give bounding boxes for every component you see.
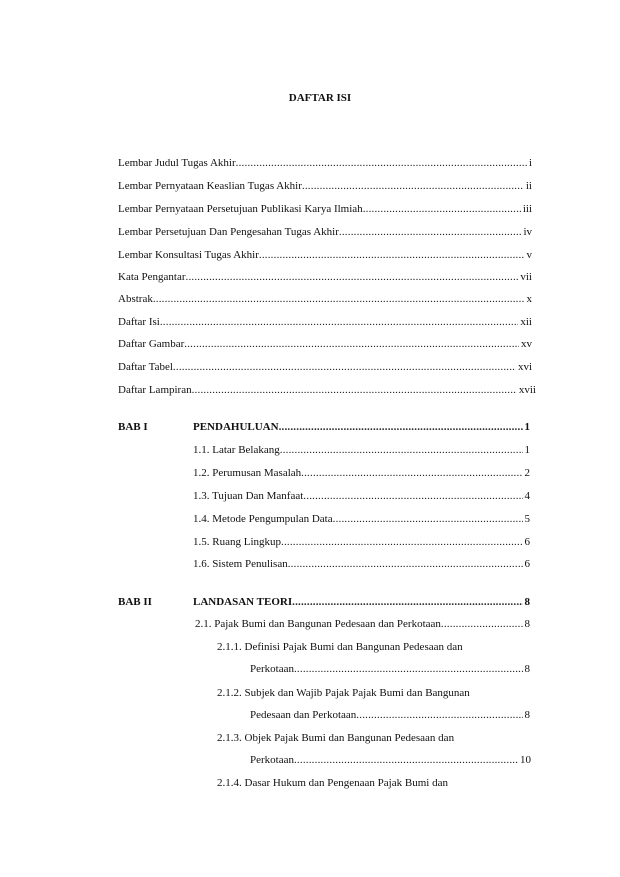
- toc-subentry[interactable]: [195, 617, 530, 631]
- subentry-label: 2.1. Pajak Bumi dan Bangunan Pedesaan dan Perkotaan: [195, 618, 441, 630]
- toc-entry-label: Kata Pengantar: [118, 271, 186, 283]
- dot-leader: [236, 156, 527, 170]
- subsubentry-page: 10: [520, 754, 531, 766]
- toc-entry-page: ii: [525, 180, 532, 192]
- chapter-page: 1: [524, 421, 530, 433]
- toc-entry[interactable]: [118, 179, 532, 193]
- subentry-label: 1.1. Latar Belakang: [193, 444, 280, 456]
- toc-entry[interactable]: [118, 360, 532, 374]
- toc-entry[interactable]: [118, 292, 532, 306]
- toc-entry[interactable]: [118, 156, 532, 170]
- toc-entry-label: Lembar Persetujuan Dan Pengesahan Tugas Akhir: [118, 226, 339, 238]
- dot-leader: [153, 292, 525, 306]
- subsubentry-label-cont: Pedesaan dan Perkotaan: [250, 709, 357, 721]
- toc-subsubentry[interactable]: [250, 662, 530, 676]
- toc-entry-page: iv: [523, 226, 532, 238]
- dot-leader: [192, 383, 517, 397]
- dot-leader: [259, 248, 525, 262]
- subentry-label: 1.2. Perumusan Masalah: [193, 467, 302, 479]
- toc-entry[interactable]: [118, 248, 532, 262]
- subentry-page: 8: [524, 618, 530, 630]
- toc-subentry[interactable]: [193, 466, 530, 480]
- dot-leader: [173, 360, 516, 374]
- dot-leader: [441, 617, 523, 631]
- subentry-label: 1.5. Ruang Lingkup: [193, 536, 281, 548]
- toc-entry[interactable]: [118, 383, 536, 397]
- toc-entry-label: Daftar Tabel: [118, 361, 173, 373]
- chapter-entry[interactable]: [193, 595, 530, 609]
- subsubentry-label[interactable]: 2.1.2. Subjek dan Wajib Pajak Pajak Bumi dan Bangunan: [217, 687, 470, 699]
- chapter-entry[interactable]: [193, 420, 530, 434]
- subsubentry-label[interactable]: 2.1.1. Definisi Pajak Bumi dan Bangunan Pedesaan dan: [217, 641, 463, 653]
- dot-leader: [303, 489, 522, 503]
- dot-leader: [184, 337, 519, 351]
- subentry-label: 1.3. Tujuan Dan Manfaat: [193, 490, 304, 502]
- toc-entry-label: Daftar Gambar: [118, 338, 185, 350]
- subsubentry-label[interactable]: 2.1.4. Dasar Hukum dan Pengenaan Pajak Bumi dan: [217, 777, 448, 789]
- toc-subsubentry[interactable]: [250, 708, 530, 722]
- dot-leader: [280, 443, 523, 457]
- toc-entry[interactable]: [118, 225, 532, 239]
- toc-entry-page: v: [526, 249, 532, 261]
- toc-subentry[interactable]: [193, 489, 530, 503]
- toc-entry-label: Lembar Pernyataan Persetujuan Publikasi Karya Ilmiah: [118, 203, 363, 215]
- toc-entry-label: Lembar Konsultasi Tugas Akhir: [118, 249, 259, 261]
- dot-leader: [333, 512, 523, 526]
- chapter-title: LANDASAN TEORI: [193, 596, 293, 608]
- dot-leader: [186, 270, 519, 284]
- toc-entry[interactable]: [118, 315, 532, 329]
- toc-entry-label: Daftar Isi: [118, 316, 160, 328]
- toc-subentry[interactable]: [193, 443, 530, 457]
- toc-subentry[interactable]: [193, 535, 530, 549]
- dot-leader: [281, 535, 523, 549]
- subentry-page: 2: [524, 467, 530, 479]
- dot-leader: [294, 753, 518, 767]
- subsubentry-label-cont: Perkotaan: [250, 663, 294, 675]
- toc-subentry[interactable]: [193, 512, 530, 526]
- dot-leader: [301, 466, 522, 480]
- toc-subentry[interactable]: [193, 557, 530, 571]
- toc-entry-page: vii: [520, 271, 532, 283]
- toc-entry[interactable]: [118, 270, 532, 284]
- toc-entry-page: xvii: [518, 384, 536, 396]
- subsubentry-page: 8: [524, 663, 530, 675]
- subsubentry-label[interactable]: 2.1.3. Objek Pajak Bumi dan Bangunan Pedesaan dan: [217, 732, 455, 744]
- subentry-page: 6: [524, 536, 530, 548]
- subsubentry-page: 8: [524, 709, 530, 721]
- dot-leader: [356, 708, 522, 722]
- dot-leader: [302, 179, 524, 193]
- chapter-page: 8: [524, 596, 530, 608]
- toc-entry-label: Abstrak: [118, 293, 153, 305]
- toc-entry[interactable]: [118, 202, 532, 216]
- toc-entry-page: iii: [522, 203, 532, 215]
- subentry-label: 1.6. Sistem Penulisan: [193, 558, 288, 570]
- dot-leader: [279, 420, 523, 434]
- chapter-title: PENDAHULUAN: [193, 421, 279, 433]
- dot-leader: [160, 315, 519, 329]
- toc-entry[interactable]: [118, 337, 532, 351]
- dot-leader: [294, 662, 523, 676]
- dot-leader: [292, 595, 522, 609]
- chapter-number: BAB I: [118, 421, 148, 433]
- toc-entry-page: i: [528, 157, 532, 169]
- dot-leader: [339, 225, 522, 239]
- subentry-page: 4: [524, 490, 530, 502]
- toc-entry-page: x: [526, 293, 532, 305]
- toc-entry-label: Lembar Judul Tugas Akhir: [118, 157, 236, 169]
- subentry-page: 5: [524, 513, 530, 525]
- page-title: DAFTAR ISI: [288, 92, 352, 104]
- subentry-page: 6: [524, 558, 530, 570]
- toc-entry-page: xii: [520, 316, 532, 328]
- toc-subsubentry[interactable]: [250, 753, 531, 767]
- toc-entry-label: Lembar Pernyataan Keaslian Tugas Akhir: [118, 180, 302, 192]
- toc-entry-page: xvi: [517, 361, 532, 373]
- subentry-label: 1.4. Metode Pengumpulan Data: [193, 513, 333, 525]
- subentry-page: 1: [524, 444, 530, 456]
- dot-leader: [288, 557, 523, 571]
- toc-entry-page: xv: [521, 338, 532, 350]
- dot-leader: [363, 202, 521, 216]
- subsubentry-label-cont: Perkotaan: [250, 754, 294, 766]
- toc-entry-label: Daftar Lampiran: [118, 384, 192, 396]
- chapter-number: BAB II: [118, 596, 152, 608]
